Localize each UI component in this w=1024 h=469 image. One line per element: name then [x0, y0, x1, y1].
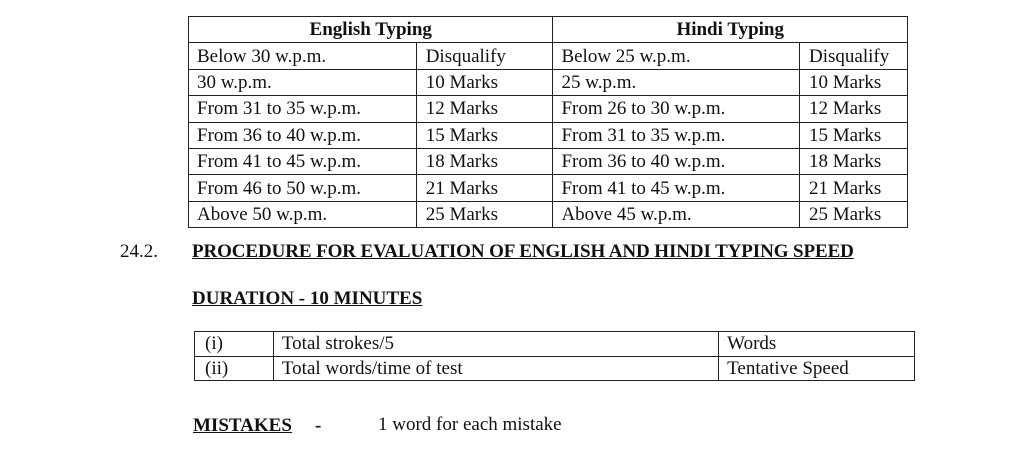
hindi-speed-cell: From 36 to 40 w.p.m. — [553, 148, 800, 174]
table-row — [189, 175, 908, 201]
hindi-marks-cell: 18 Marks — [800, 148, 908, 174]
english-marks-cell: Disqualify — [416, 43, 553, 69]
table-row — [189, 148, 908, 174]
mistakes-rule-text: 1 word for each mistake — [378, 414, 562, 435]
hindi-marks-cell: 15 Marks — [800, 122, 908, 148]
hindi-marks-cell: 25 Marks — [800, 201, 908, 227]
table-header-row — [189, 17, 908, 43]
formula-index-cell: (ii) — [195, 356, 274, 381]
table-row — [189, 201, 908, 227]
formula-cell: Total words/time of test — [273, 356, 718, 381]
hindi-speed-cell: From 41 to 45 w.p.m. — [553, 175, 800, 201]
english-speed-cell: 30 w.p.m. — [189, 69, 417, 95]
hindi-speed-cell: 25 w.p.m. — [553, 69, 800, 95]
table-row — [189, 96, 908, 122]
english-marks-cell: 15 Marks — [416, 122, 553, 148]
table-row — [195, 332, 915, 357]
english-speed-cell: From 41 to 45 w.p.m. — [189, 148, 417, 174]
table-row — [189, 43, 908, 69]
speed-formula-table — [194, 331, 915, 381]
hindi-marks-cell: 10 Marks — [800, 69, 908, 95]
duration-heading: DURATION - 10 MINUTES — [192, 288, 423, 309]
hindi-speed-cell: Below 25 w.p.m. — [553, 43, 800, 69]
formula-result-cell: Words — [719, 332, 915, 357]
english-speed-cell: Below 30 w.p.m. — [189, 43, 417, 69]
typing-speed-marks-table — [188, 16, 908, 228]
hindi-speed-cell: From 26 to 30 w.p.m. — [553, 96, 800, 122]
english-speed-cell: From 36 to 40 w.p.m. — [189, 122, 417, 148]
hindi-marks-cell: 12 Marks — [800, 96, 908, 122]
table-row — [189, 69, 908, 95]
mistakes-label: MISTAKES — [193, 415, 292, 436]
section-number: 24.2. — [120, 241, 158, 262]
table-row — [195, 356, 915, 381]
english-marks-cell: 10 Marks — [416, 69, 553, 95]
mistakes-dash: - — [315, 415, 322, 436]
formula-result-cell: Tentative Speed — [719, 356, 915, 381]
hindi-speed-cell: Above 45 w.p.m. — [553, 201, 800, 227]
hindi-marks-cell: Disqualify — [800, 43, 908, 69]
section-title: PROCEDURE FOR EVALUATION OF ENGLISH AND HINDI TYPING SPEED — [192, 241, 854, 262]
hindi-speed-cell: From 31 to 35 w.p.m. — [553, 122, 800, 148]
table-row — [189, 122, 908, 148]
hindi-typing-header: Hindi Typing — [553, 17, 908, 43]
formula-index-cell: (i) — [195, 332, 274, 357]
english-typing-header: English Typing — [189, 17, 553, 43]
english-speed-cell: Above 50 w.p.m. — [189, 201, 417, 227]
english-speed-cell: From 46 to 50 w.p.m. — [189, 175, 417, 201]
formula-cell: Total strokes/5 — [273, 332, 718, 357]
english-speed-cell: From 31 to 35 w.p.m. — [189, 96, 417, 122]
english-marks-cell: 12 Marks — [416, 96, 553, 122]
hindi-marks-cell: 21 Marks — [800, 175, 908, 201]
english-marks-cell: 25 Marks — [416, 201, 553, 227]
english-marks-cell: 18 Marks — [416, 148, 553, 174]
english-marks-cell: 21 Marks — [416, 175, 553, 201]
